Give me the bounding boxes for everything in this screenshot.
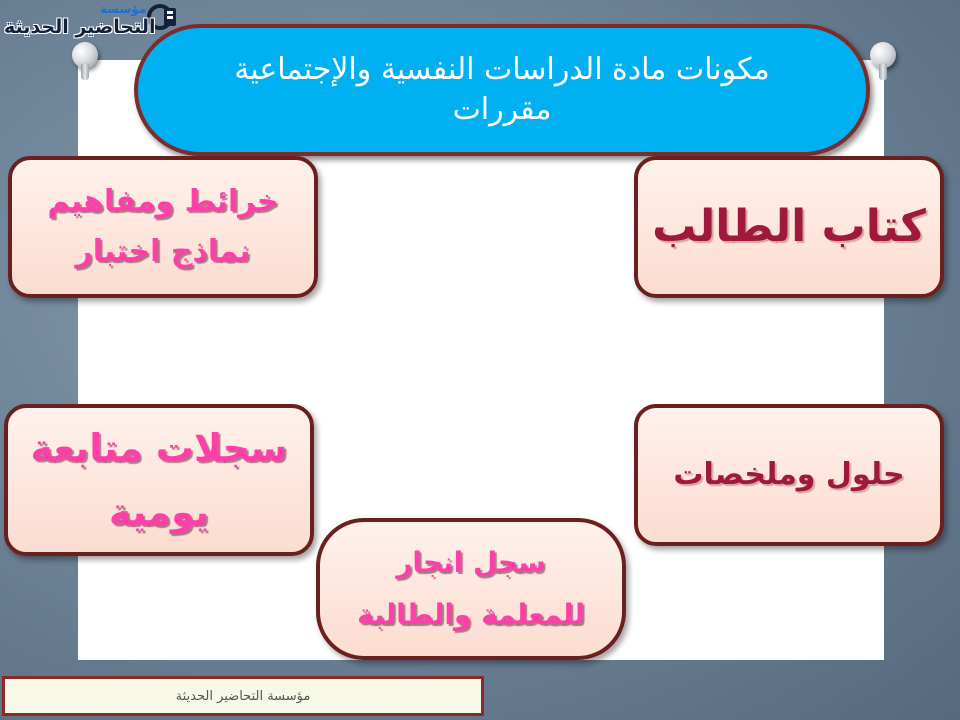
card-student-book	[634, 156, 944, 298]
card-maps	[8, 156, 318, 298]
card-maps-line-1: خرائط ومفاهيم	[47, 184, 279, 219]
left-pushpin-icon	[72, 42, 98, 68]
card-records-line-2: يومية	[108, 490, 210, 534]
card-records	[4, 404, 314, 556]
title-line-2: مقررات	[452, 92, 552, 127]
card-achievement-line-2: للمعلمة والطالبة	[357, 598, 585, 631]
footer-bar	[2, 676, 484, 716]
logo-top-text: مؤسسة	[100, 2, 147, 16]
title-banner	[134, 24, 870, 156]
right-pushpin-icon	[870, 42, 896, 68]
card-records-line-1: سجلات متابعة	[30, 426, 288, 470]
title-line-1: مكونات مادة الدراسات النفسية والإجتماعية	[234, 52, 770, 87]
logo-main-text: التحاضير الحديثة	[4, 16, 156, 38]
card-achievement	[316, 518, 626, 660]
card-student-book-line-1: كتاب الطالب	[652, 201, 926, 252]
footer-text: مؤسسة التحاضير الحديثة	[175, 688, 311, 704]
card-achievement-line-1: سجل انجار	[396, 546, 546, 579]
card-solutions	[634, 404, 944, 546]
card-solutions-line-1: حلول وملخصات	[673, 457, 905, 492]
logo	[0, 0, 180, 44]
card-maps-line-2: نماذج اختبار	[75, 234, 251, 269]
